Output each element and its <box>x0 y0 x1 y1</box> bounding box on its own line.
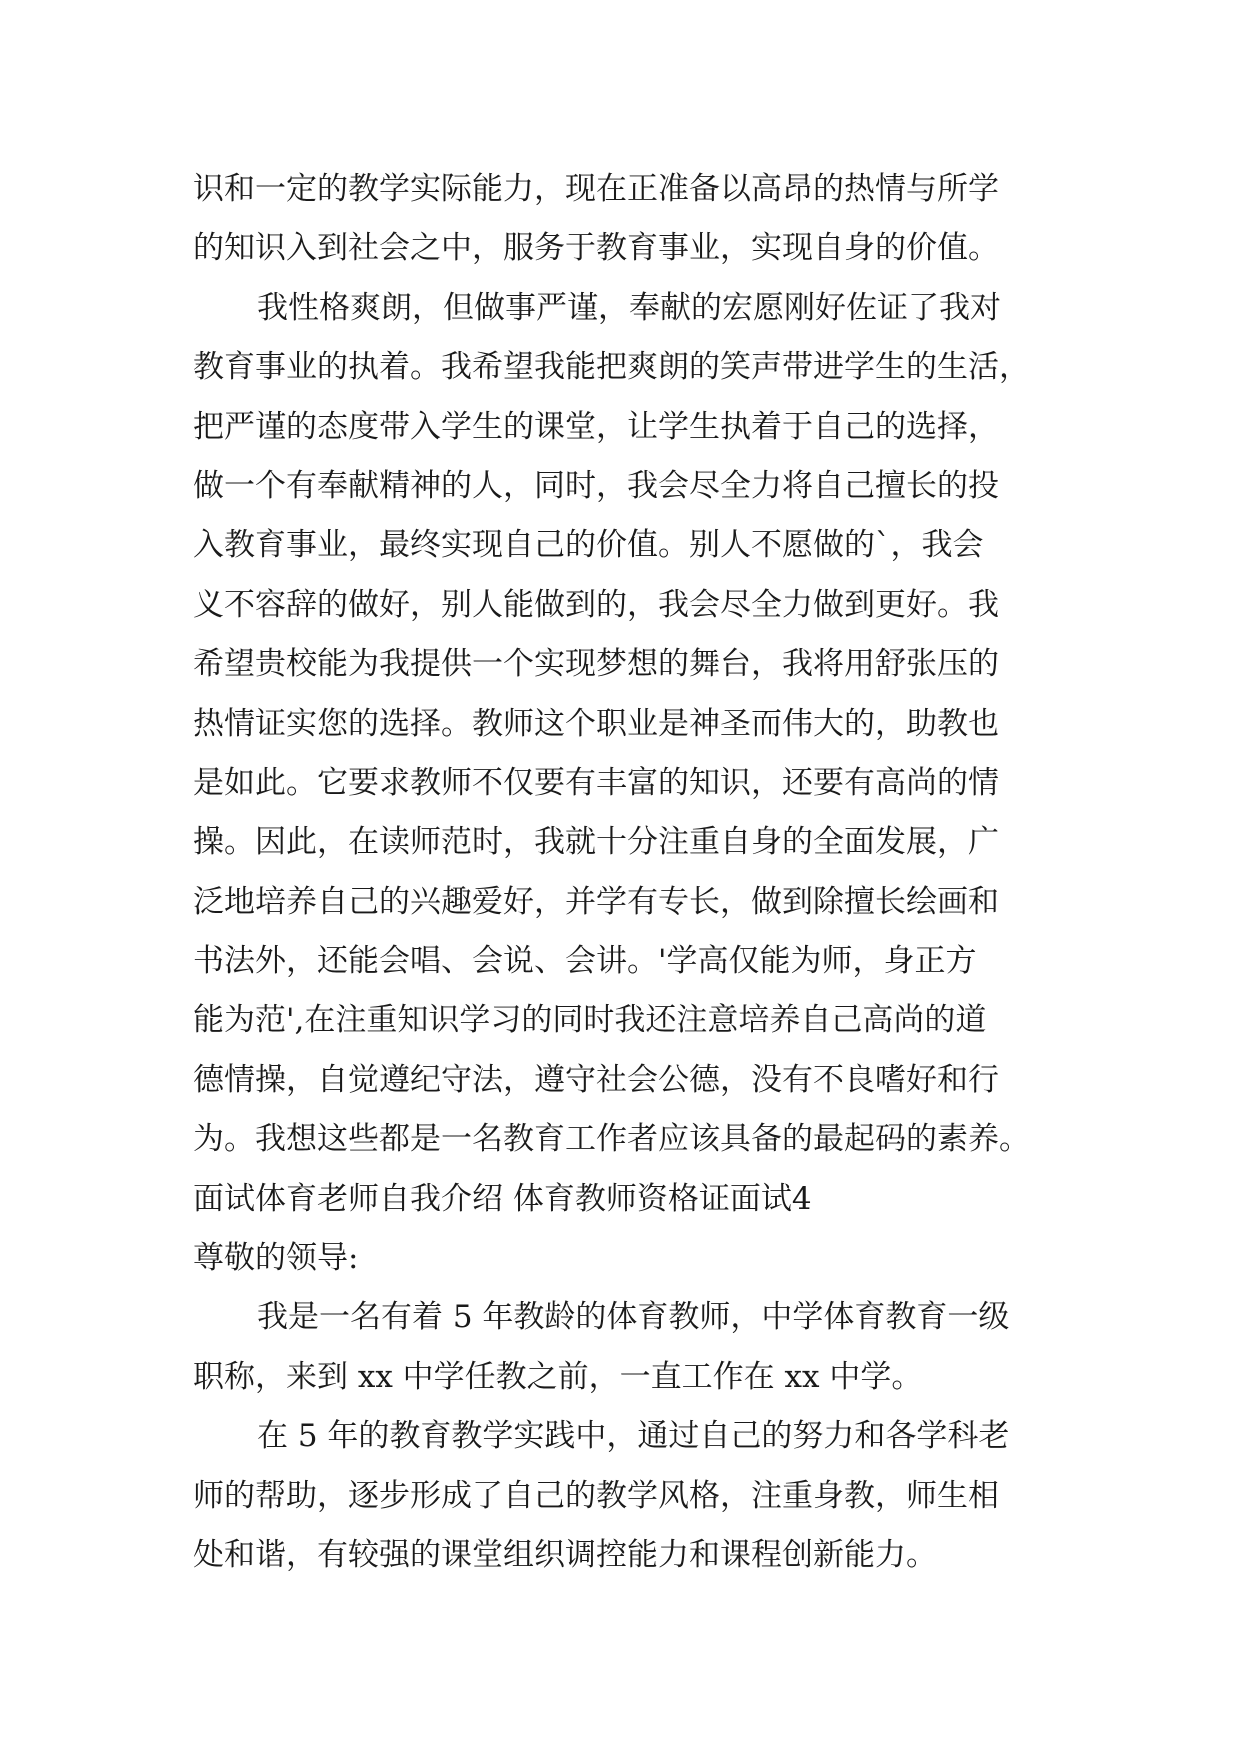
text-line: 德情操，自觉遵纪守法，遵守社会公德，没有不良嗜好和行 <box>193 1061 999 1098</box>
text-line: 职称，来到 xx 中学任教之前，一直工作在 xx 中学。 <box>193 1358 923 1395</box>
text-line: 能为范',在注重知识学习的同时我还注意培养自己高尚的道 <box>193 1002 987 1039</box>
text-line: 识和一定的教学实际能力，现在正准备以高昂的热情与所学 <box>193 171 999 207</box>
text-line: 热情证实您的选择。教师这个职业是神圣而伟大的，助教也 <box>193 705 999 742</box>
text-line: 做一个有奉献精神的人，同时，我会尽全力将自己擅长的投 <box>193 467 999 504</box>
text-line: 处和谐，有较强的课堂组织调控能力和课程创新能力。 <box>193 1536 937 1573</box>
text-line: 操。因此，在读师范时，我就十分注重自身的全面发展，广 <box>193 824 999 861</box>
text-line: 尊敬的领导: <box>193 1240 359 1277</box>
text-line: 我性格爽朗，但做事严谨，奉献的宏愿刚好佐证了我对 <box>257 289 1001 326</box>
text-line: 师的帮助，逐步形成了自己的教学风格，注重身教，师生相 <box>193 1477 999 1514</box>
text-line: 在 5 年的教育教学实践中，通过自己的努力和各学科老 <box>257 1418 1010 1455</box>
text-line: 教育事业的执着。我希望我能把爽朗的笑声带进学生的生活， <box>193 349 1030 386</box>
text-line: 为。我想这些都是一名教育工作者应该具备的最起码的素养。 <box>193 1121 1030 1158</box>
text-line: 泛地培养自己的兴趣爱好，并学有专长，做到除擅长绘画和 <box>193 883 999 920</box>
document-body <box>193 160 1073 1585</box>
text-line: 把严谨的态度带入学生的课堂，让学生执着于自己的选择， <box>193 408 999 445</box>
text-line: 入教育事业，最终实现自己的价值。别人不愿做的`，我会 <box>193 527 984 564</box>
text-line: 面试体育老师自我介绍 体育教师资格证面试4 <box>193 1180 812 1217</box>
text-line: 我是一名有着 5 年教龄的体育教师，中学体育教育一级 <box>257 1299 1010 1336</box>
text-line: 是如此。它要求教师不仅要有丰富的知识，还要有高尚的情 <box>193 764 999 801</box>
text-line: 的知识入到社会之中，服务于教育事业，实现自身的价值。 <box>193 230 999 267</box>
text-line: 书法外，还能会唱、会说、会讲。'学高仅能为师，身正方 <box>193 943 977 980</box>
text-line: 义不容辞的做好，别人能做到的，我会尽全力做到更好。我 <box>193 586 999 623</box>
text-line: 希望贵校能为我提供一个实现梦想的舞台，我将用舒张压的 <box>193 646 999 683</box>
